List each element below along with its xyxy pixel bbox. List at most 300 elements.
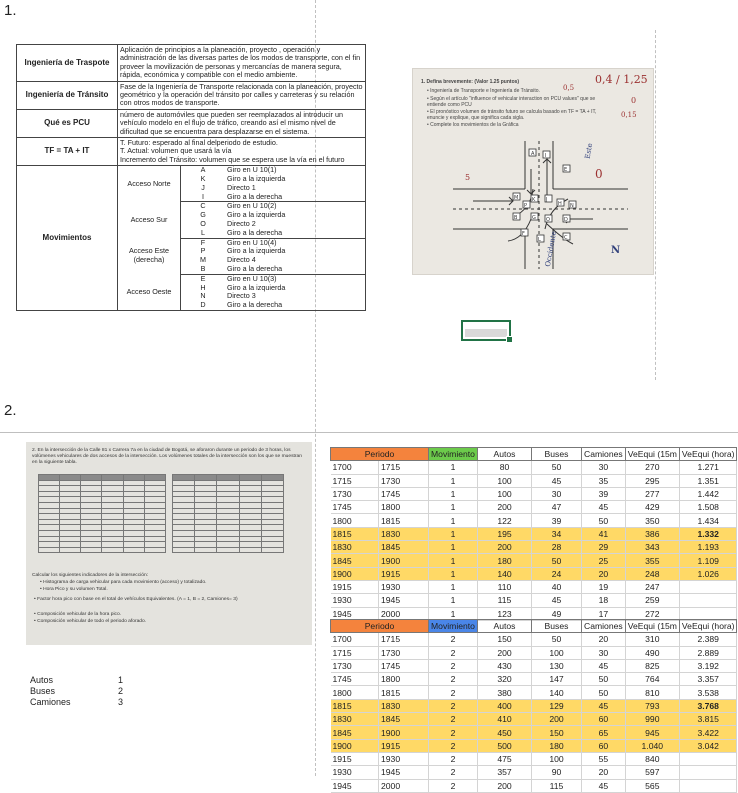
cell-veequi-15m[interactable]: 825 — [625, 659, 679, 672]
table-row — [331, 527, 737, 540]
cell-buses[interactable]: 39 — [532, 514, 582, 527]
cell-autos[interactable]: 320 — [478, 673, 532, 686]
question2-calc: Calcular los siguientes indicadores de la intersección: — [32, 573, 149, 578]
cell-autos[interactable]: 122 — [478, 514, 532, 527]
svg-text:I: I — [545, 153, 547, 159]
cell-camiones[interactable]: 45 — [582, 699, 626, 712]
scanned-volume-table-2 — [172, 474, 284, 553]
cell-period-end[interactable]: 1815 — [379, 686, 429, 699]
cell-period-start[interactable]: 1915 — [331, 580, 379, 593]
question-bullet-2: • Según el artículo "influence of vehicular interaction on PCU values" que se entiende como PCU — [427, 96, 596, 109]
cell-veequi-hora[interactable] — [679, 779, 737, 792]
cell-buses[interactable]: 130 — [532, 659, 582, 672]
cell-period-start[interactable]: 1945 — [331, 779, 379, 792]
cell-period-end[interactable]: 1815 — [379, 514, 429, 527]
north-label: N — [611, 245, 621, 256]
cell-camiones[interactable]: 30 — [582, 461, 626, 474]
table-row — [331, 461, 737, 474]
definition-term: Ingeniería de Tránsito — [17, 81, 118, 109]
cell-autos[interactable]: 430 — [478, 659, 532, 672]
cell-period-end[interactable]: 1715 — [379, 633, 429, 646]
cell-veequi-15m[interactable]: 295 — [625, 474, 679, 487]
header-veequi-hora[interactable]: VeEqui (hora) — [679, 620, 737, 633]
cell-veequi-15m[interactable]: 310 — [625, 633, 679, 646]
cell-buses[interactable]: 28 — [532, 541, 582, 554]
cell-movement[interactable]: 2 — [429, 726, 478, 739]
cell-buses[interactable]: 45 — [532, 474, 582, 487]
handwritten-este: Este — [583, 142, 595, 160]
movement-letter: D — [200, 300, 206, 310]
cell-camiones[interactable]: 20 — [582, 567, 626, 580]
cell-veequi-15m[interactable]: 490 — [625, 646, 679, 659]
scanned-table-cell — [60, 547, 81, 553]
movement-description: Giro a la derecha — [225, 193, 365, 202]
definition-text: número de automóviles que pueden ser reemplazados al introducir un vehículo modelo en el flujo de tráfico, creando así el mismo nivel de dificultad que se encuentra para desplazarse en el sistema. — [118, 109, 366, 137]
cell-movement[interactable]: 2 — [429, 713, 478, 726]
header-buses[interactable]: Buses — [532, 620, 582, 633]
cell-buses[interactable]: 50 — [532, 633, 582, 646]
scanned-exam-question-2 — [26, 442, 312, 645]
cell-veequi-hora[interactable]: 3.768 — [679, 699, 737, 712]
cell-movement[interactable]: 1 — [429, 514, 478, 527]
header-movimiento[interactable]: Movimiento — [429, 620, 478, 633]
cell-veequi-15m[interactable]: 355 — [625, 554, 679, 567]
cell-period-end[interactable]: 1900 — [379, 726, 429, 739]
handwritten-mark-4: 0 — [595, 167, 603, 181]
traffic-table-movement-2 — [330, 619, 737, 793]
cell-period-end[interactable]: 2000 — [379, 607, 429, 620]
question2-item-2: • Hora Pico y su volumen Total. — [40, 587, 108, 592]
movement-description: Giro a la izquierda — [227, 210, 286, 220]
header-autos[interactable]: Autos — [478, 448, 532, 461]
movement-letter: F — [200, 237, 206, 247]
header-camiones[interactable]: Camiones — [582, 620, 626, 633]
cell-veequi-hora[interactable]: 3.357 — [679, 673, 737, 686]
cell-buses[interactable]: 200 — [532, 713, 582, 726]
cell-buses[interactable]: 49 — [532, 607, 582, 620]
cell-buses[interactable]: 34 — [532, 527, 582, 540]
cell-movement[interactable]: 2 — [429, 659, 478, 672]
cell-camiones[interactable]: 25 — [582, 554, 626, 567]
definition-text — [118, 138, 366, 166]
cell-veequi-hora[interactable] — [679, 766, 737, 779]
movement-letter: P — [200, 246, 206, 256]
table-row — [331, 594, 737, 607]
cell-movement[interactable]: 2 — [429, 646, 478, 659]
cell-camiones[interactable]: 29 — [582, 541, 626, 554]
cell-autos[interactable]: 150 — [478, 633, 532, 646]
table-row — [331, 673, 737, 686]
movements-row — [17, 166, 366, 311]
cell-veequi-hora[interactable]: 3.538 — [679, 686, 737, 699]
definition-row — [17, 109, 366, 137]
cell-movement[interactable]: 2 — [429, 766, 478, 779]
movement-description: Directo 1 — [227, 182, 256, 192]
cell-buses[interactable]: 30 — [532, 487, 582, 500]
cell-period-end[interactable]: 1945 — [379, 766, 429, 779]
svg-text:B: B — [514, 215, 518, 221]
cell-veequi-15m[interactable]: 350 — [625, 514, 679, 527]
cell-period-start[interactable]: 1800 — [331, 686, 379, 699]
handwritten-score: 0,4 / 1,25 — [595, 73, 648, 86]
movement-description: Giro en U 10(2) — [227, 201, 277, 211]
cell-period-start[interactable]: 1930 — [331, 594, 379, 607]
cell-period-end[interactable]: 1930 — [379, 752, 429, 765]
table-row — [331, 699, 737, 712]
table-row — [331, 554, 737, 567]
cell-autos[interactable]: 200 — [478, 779, 532, 792]
svg-text:G: G — [532, 215, 536, 221]
cell-veequi-hora[interactable] — [679, 594, 737, 607]
svg-text:D: D — [564, 217, 568, 223]
cell-buses[interactable]: 50 — [532, 554, 582, 567]
movement-letter: K — [200, 174, 206, 184]
cell-movement[interactable]: 1 — [429, 501, 478, 514]
cell-autos[interactable]: 123 — [478, 607, 532, 620]
cell-period-end[interactable]: 1800 — [379, 501, 429, 514]
cell-movement[interactable]: 2 — [429, 779, 478, 792]
cell-period-start[interactable]: 1715 — [331, 474, 379, 487]
cell-period-start[interactable]: 1715 — [331, 646, 379, 659]
cell-veequi-15m[interactable]: 764 — [625, 673, 679, 686]
cell-veequi-15m[interactable]: 565 — [625, 779, 679, 792]
cell-veequi-hora[interactable] — [679, 580, 737, 593]
cell-period-start[interactable]: 1800 — [331, 514, 379, 527]
cell-movement[interactable]: 2 — [429, 752, 478, 765]
cell-movement[interactable]: 2 — [429, 673, 478, 686]
definition-line: Incremento del Tránsito: volumen que se espera use la vía en el futuro — [120, 154, 345, 164]
cell-camiones[interactable]: 50 — [582, 673, 626, 686]
cell-autos[interactable]: 380 — [478, 686, 532, 699]
cell-period-start[interactable]: 1930 — [331, 766, 379, 779]
cell-period-start[interactable]: 1700 — [331, 633, 379, 646]
scanned-table-cell — [123, 547, 144, 553]
header-movimiento[interactable]: Movimiento — [429, 448, 478, 461]
movements-term: Movimientos — [17, 166, 118, 311]
cell-buses[interactable]: 100 — [532, 646, 582, 659]
cell-veequi-hora[interactable]: 3.042 — [679, 739, 737, 752]
table-row — [331, 514, 737, 527]
header-periodo[interactable]: Periodo — [331, 448, 429, 461]
cell-buses[interactable]: 150 — [532, 726, 582, 739]
cell-autos[interactable]: 200 — [478, 501, 532, 514]
svg-text:E: E — [564, 167, 568, 173]
cell-period-start[interactable]: 1815 — [331, 527, 379, 540]
table-row — [331, 541, 737, 554]
header-veequi-15m[interactable]: VeEqui (15m — [625, 620, 679, 633]
svg-text:O: O — [546, 217, 550, 223]
header-camiones[interactable]: Camiones — [582, 448, 626, 461]
cell-period-end[interactable]: 1845 — [379, 541, 429, 554]
question2-item-5: • Composición vehicular de todo el periodo aforado. — [34, 619, 147, 624]
table-row — [331, 633, 737, 646]
scanned-table-row — [173, 547, 284, 553]
cell-camiones[interactable]: 50 — [582, 514, 626, 527]
cell-buses[interactable]: 140 — [532, 686, 582, 699]
cell-camiones[interactable]: 45 — [582, 501, 626, 514]
cell-period-start[interactable]: 1900 — [331, 567, 379, 580]
cell-period-end[interactable]: 1900 — [379, 554, 429, 567]
cell-camiones[interactable]: 20 — [582, 633, 626, 646]
cell-period-end[interactable]: 1830 — [379, 527, 429, 540]
cell-veequi-hora[interactable]: 3.422 — [679, 726, 737, 739]
definition-term: Qué es PCU — [17, 109, 118, 137]
cell-period-start[interactable]: 1815 — [331, 699, 379, 712]
cell-period-end[interactable]: 1715 — [379, 461, 429, 474]
movement-letter: C — [200, 201, 206, 211]
table-row — [331, 501, 737, 514]
cell-period-start[interactable]: 1915 — [331, 752, 379, 765]
cell-movement[interactable]: 1 — [429, 527, 478, 540]
cell-veequi-hora[interactable]: 1.442 — [679, 487, 737, 500]
cell-movement[interactable]: 1 — [429, 541, 478, 554]
cell-camiones[interactable]: 45 — [582, 779, 626, 792]
cell-autos[interactable]: 80 — [478, 461, 532, 474]
svg-text:L: L — [538, 237, 541, 243]
access-label: Acceso Este (derecha) — [118, 238, 181, 274]
cell-camiones[interactable]: 60 — [582, 739, 626, 752]
movement-description: Giro a la derecha — [225, 229, 365, 238]
table-row — [331, 779, 737, 792]
cell-camiones[interactable]: 41 — [582, 527, 626, 540]
cell-veequi-hora[interactable]: 1.109 — [679, 554, 737, 567]
section-1-label: 1. — [4, 2, 17, 19]
cell-autos[interactable]: 100 — [478, 487, 532, 500]
cell-veequi-hora[interactable]: 1.271 — [679, 461, 737, 474]
cell-movement[interactable]: 2 — [429, 686, 478, 699]
cell-autos[interactable]: 450 — [478, 726, 532, 739]
cell-movement[interactable]: 1 — [429, 607, 478, 620]
cell-movement[interactable]: 1 — [429, 567, 478, 580]
cell-veequi-hora[interactable]: 3.192 — [679, 659, 737, 672]
cell-veequi-15m[interactable]: 259 — [625, 594, 679, 607]
cell-autos[interactable]: 500 — [478, 739, 532, 752]
cell-veequi-hora[interactable]: 1.026 — [679, 567, 737, 580]
cell-autos[interactable]: 140 — [478, 567, 532, 580]
cell-buses[interactable]: 24 — [532, 567, 582, 580]
cell-camiones[interactable]: 30 — [582, 646, 626, 659]
cell-veequi-hora[interactable]: 1.508 — [679, 501, 737, 514]
cell-autos[interactable]: 195 — [478, 527, 532, 540]
cell-period-end[interactable]: 2000 — [379, 779, 429, 792]
cell-autos[interactable]: 100 — [478, 474, 532, 487]
definition-term: Ingeniería de Traspote — [17, 45, 118, 82]
cell-veequi-hora[interactable]: 3.815 — [679, 713, 737, 726]
movement-letter: B — [181, 265, 226, 274]
cell-movement[interactable]: 1 — [429, 487, 478, 500]
cell-movement[interactable]: 1 — [429, 594, 478, 607]
cell-period-end[interactable]: 1730 — [379, 646, 429, 659]
cell-movement[interactable]: 1 — [429, 580, 478, 593]
cell-autos[interactable]: 180 — [478, 554, 532, 567]
cell-veequi-15m[interactable]: 248 — [625, 567, 679, 580]
movement-description: Directo 2 — [227, 219, 256, 229]
cell-veequi-15m[interactable]: 343 — [625, 541, 679, 554]
table-row — [331, 713, 737, 726]
cell-period-end[interactable]: 1915 — [379, 567, 429, 580]
cell-veequi-hora[interactable]: 1.193 — [679, 541, 737, 554]
cell-veequi-15m[interactable]: 990 — [625, 713, 679, 726]
cell-movement[interactable]: 2 — [429, 633, 478, 646]
svg-text:F: F — [522, 231, 525, 237]
cell-buses[interactable]: 180 — [532, 739, 582, 752]
cell-veequi-hora[interactable]: 1.434 — [679, 514, 737, 527]
cell-veequi-15m[interactable]: 277 — [625, 487, 679, 500]
table-header-row — [331, 620, 737, 633]
cell-veequi-hora[interactable]: 1.332 — [679, 527, 737, 540]
cell-camiones[interactable]: 45 — [582, 659, 626, 672]
cell-veequi-15m[interactable]: 597 — [625, 766, 679, 779]
cell-period-end[interactable]: 1800 — [379, 673, 429, 686]
cell-autos[interactable]: 400 — [478, 699, 532, 712]
cell-buses[interactable]: 47 — [532, 501, 582, 514]
scanned-volume-table-1 — [38, 474, 166, 553]
cell-veequi-15m[interactable]: 1.040 — [625, 739, 679, 752]
cell-buses[interactable]: 45 — [532, 594, 582, 607]
cell-autos[interactable]: 200 — [478, 646, 532, 659]
cell-veequi-15m[interactable]: 386 — [625, 527, 679, 540]
cell-movement[interactable]: 2 — [429, 699, 478, 712]
cell-veequi-15m[interactable]: 810 — [625, 686, 679, 699]
cell-buses[interactable]: 50 — [532, 461, 582, 474]
cell-buses[interactable]: 100 — [532, 752, 582, 765]
cell-autos[interactable]: 200 — [478, 541, 532, 554]
cell-period-end[interactable]: 1930 — [379, 580, 429, 593]
movement-letter: O — [200, 219, 206, 229]
cell-period-end[interactable]: 1745 — [379, 487, 429, 500]
cell-movement[interactable]: 2 — [429, 739, 478, 752]
cell-veequi-hora[interactable]: 2.889 — [679, 646, 737, 659]
cell-camiones[interactable]: 17 — [582, 607, 626, 620]
cell-veequi-hora[interactable]: 1.351 — [679, 474, 737, 487]
scanned-table-row — [39, 547, 166, 553]
header-buses[interactable]: Buses — [532, 448, 582, 461]
cell-period-end[interactable]: 1730 — [379, 474, 429, 487]
scanned-table-cell — [217, 547, 239, 553]
cell-veequi-15m[interactable]: 429 — [625, 501, 679, 514]
table-row — [331, 752, 737, 765]
legend-camiones-label: Camiones — [30, 697, 71, 707]
movement-letter: A — [200, 165, 206, 175]
movement-description: Giro a la izquierda — [227, 246, 286, 256]
cell-period-end[interactable]: 1945 — [379, 594, 429, 607]
question-bullet-3: • El pronóstico volumen de tránsito futuro se calcula basado en TF = TA + IT, enuncie y explique, que significa cada sigla. — [427, 109, 597, 122]
selected-cell[interactable] — [461, 320, 511, 341]
cell-veequi-15m[interactable]: 793 — [625, 699, 679, 712]
cell-veequi-15m[interactable]: 945 — [625, 726, 679, 739]
table-row — [331, 474, 737, 487]
cell-movement[interactable]: 1 — [429, 461, 478, 474]
movement-description: Giro a la derecha — [227, 300, 283, 310]
cell-period-start[interactable]: 1900 — [331, 739, 379, 752]
movement-letter: J — [201, 182, 205, 192]
definition-line: T. Futuro: esperado al final delperiodo de estudio. — [120, 138, 278, 148]
fill-handle[interactable] — [506, 336, 513, 343]
cell-period-start[interactable]: 1745 — [331, 673, 379, 686]
cell-period-start[interactable]: 1730 — [331, 659, 379, 672]
movement-description: Directo 4 — [227, 255, 256, 265]
cell-autos[interactable]: 115 — [478, 594, 532, 607]
header-autos[interactable]: Autos — [478, 620, 532, 633]
cell-period-start[interactable]: 1730 — [331, 487, 379, 500]
cell-veequi-15m[interactable]: 840 — [625, 752, 679, 765]
header-veequi-hora[interactable]: VeEqui (hora) — [679, 448, 737, 461]
cell-period-start[interactable]: 1745 — [331, 501, 379, 514]
cell-camiones[interactable]: 19 — [582, 580, 626, 593]
cell-movement[interactable]: 1 — [429, 474, 478, 487]
cell-buses[interactable]: 90 — [532, 766, 582, 779]
cell-autos[interactable]: 475 — [478, 752, 532, 765]
header-periodo[interactable]: Periodo — [331, 620, 429, 633]
cell-camiones[interactable]: 50 — [582, 686, 626, 699]
question-title: 1. Defina brevemente: (Valor 1.25 puntos) — [421, 79, 520, 85]
cell-veequi-15m[interactable]: 272 — [625, 607, 679, 620]
cell-camiones[interactable]: 18 — [582, 594, 626, 607]
cell-period-end[interactable]: 1830 — [379, 699, 429, 712]
cell-autos[interactable]: 110 — [478, 580, 532, 593]
cell-buses[interactable]: 115 — [532, 779, 582, 792]
cell-buses[interactable]: 129 — [532, 699, 582, 712]
cell-camiones[interactable]: 20 — [582, 766, 626, 779]
movement-description: Giro en U 10(3) — [227, 273, 277, 283]
header-veequi-15m[interactable]: VeEqui (15m — [625, 448, 679, 461]
table-row — [331, 726, 737, 739]
handwritten-mark-2: 0 — [631, 96, 637, 105]
cell-period-start[interactable]: 1830 — [331, 713, 379, 726]
cell-period-start[interactable]: 1845 — [331, 554, 379, 567]
movement-description: Giro a la izquierda — [227, 282, 286, 292]
cell-buses[interactable]: 147 — [532, 673, 582, 686]
cell-camiones[interactable]: 55 — [582, 752, 626, 765]
cell-period-start[interactable]: 1845 — [331, 726, 379, 739]
cell-camiones[interactable]: 35 — [582, 474, 626, 487]
cell-period-end[interactable]: 1915 — [379, 739, 429, 752]
legend-camiones-value: 3 — [118, 697, 124, 707]
movement-description: Giro en U 10(1) — [227, 165, 277, 175]
cell-period-end[interactable]: 1845 — [379, 713, 429, 726]
movement-description: Giro en U 10(4) — [227, 237, 277, 247]
scanned-table-cell — [81, 547, 102, 553]
cell-camiones[interactable]: 60 — [582, 713, 626, 726]
table-row — [331, 567, 737, 580]
cell-movement[interactable]: 1 — [429, 554, 478, 567]
cell-camiones[interactable]: 39 — [582, 487, 626, 500]
legend-buses-value: 2 — [118, 686, 124, 696]
movement-description: Giro a la izquierda — [227, 174, 286, 184]
cell-camiones[interactable]: 65 — [582, 726, 626, 739]
svg-text:A: A — [531, 151, 535, 157]
movements-cell — [118, 166, 366, 311]
scanned-table-cell — [261, 547, 283, 553]
cell-autos[interactable]: 410 — [478, 713, 532, 726]
cell-veequi-hora[interactable] — [679, 752, 737, 765]
definition-row — [17, 45, 366, 82]
cell-period-start[interactable]: 1945 — [331, 607, 379, 620]
cell-veequi-15m[interactable]: 270 — [625, 461, 679, 474]
cell-period-end[interactable]: 1745 — [379, 659, 429, 672]
svg-text:K: K — [532, 197, 536, 203]
cell-autos[interactable]: 357 — [478, 766, 532, 779]
cell-period-start[interactable]: 1700 — [331, 461, 379, 474]
cell-veequi-hora[interactable]: 2.389 — [679, 633, 737, 646]
scanned-table-cell — [195, 547, 217, 553]
cell-veequi-15m[interactable]: 247 — [625, 580, 679, 593]
definition-row — [17, 138, 366, 166]
legend-autos-value: 1 — [118, 675, 124, 685]
movement-letter: E — [200, 273, 206, 283]
cell-period-start[interactable]: 1830 — [331, 541, 379, 554]
cell-buses[interactable]: 40 — [532, 580, 582, 593]
